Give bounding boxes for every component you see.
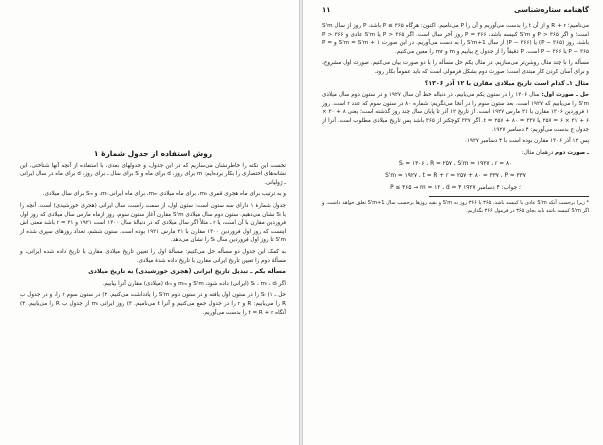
top-paragraph: می‌نامیم؛ R + r و از آن t را بدست می‌آوریم و آن را P می‌نامیم. اکنون: هرگاه P ≤ ۳۶۵ باشد، P روز از سال S'm است؛ و اگر P > ۳۶۵ و S'm کبیسه باشد، P = ۳۶۶ روز آخر سال است. اگر P > ۳۶۵ یا S'm عادی و P > ۳۶۶ باشد، روز (P − ۳۶۵) یا (P − ۳۶۶) از سال S'm+1 را به دست می‌آوریم. در این صورت S'm = S'm + ۱ و P = P − ۳۶۵ یا P − ۳۶۶ است. P دقیقاً را از جدول ج بیابیم و m و mr را معین می‌کنیم.	[322, 23, 590, 55]
solution-text: حل ـ ۱) Sᵢ را در ستون اول یافته و در ستون دوم S'm را یادداشت می‌کنیم. ۲) در ستون سوم r را، و در جدول ب R را می‌یابیم: R و r را در جدول جمع می‌کنیم و آنرا t می‌نامیم. ۳) روز ایرانی mᵢ از جدول ب R را می‌یابیم. ۴) آنگاه t = R + r را بدست می‌آوریم.	[20, 292, 286, 316]
usage-paragraph: به کمک این جدول دو مسأله حل می‌کنیم: مسألهٔ اول را تعیین تاریخ میلادی مقارن با تاریخ داده شده ایرانی، و مسألهٔ دوم را تعیین تاریخ ایرانی مقارن با تاریخ داده شدهٔ میلادی.	[20, 248, 286, 264]
problem-title: مسأله یکم ـ تبدیل تاریخ ایرانی (هجری خورشیدی) به تاریخ میلادی	[88, 268, 286, 276]
section-heading: روش استفاده از جدول شمارهٔ ۱	[93, 149, 213, 158]
left-page-body	[20, 150, 286, 320]
intro-paragraph: مسأله را با چند مثال روشن‌تر می‌سازیم. در مثال یکم حل مسأله را با دو صورت بیان می‌کنیم. صورت اول مشروح، و برای آسان کردن کار مبتدی است؛ صورت دوم بشکل فرمولی است که باید عموماً بکار رود.	[322, 60, 589, 75]
solution-2-text: درهمان مثال:	[521, 149, 554, 156]
right-page-header	[322, 6, 589, 18]
formula-line: P ≤ ۳۶۵ → m = ۱۲ ، d = ۴ ؛ جواب: ۴ دسامبر ۱۹۲۷	[390, 184, 521, 191]
formula-line: S'm = ۱۹۲۷ ، t = R + r = ۲۵۷ + ۸۰ = ۳۳۷ ، P = ۳۳۷	[385, 172, 526, 179]
table-description: جدول شمارهٔ ۱ دارای سه ستون است: ستون اول، از سمت راست، سال ایرانی (هجری خورشیدی) است. آنچه را با Sᵢ نشان می‌دهیم. ستون دوم سال میلادی S'm مقارن آغاز ستون سوم، روز ازماه مارس سال میلادی که روز اول فروردین مقارن با آن است، یا r ـ مثلاً اگر سال میلادی که در دنبالهٔ سال ۱۳۰۰ است ۱۹۲۱ و r = ۲۱ باشد معنی اش اینست که روز اول فروردین ۱۳۰۰ مقارن با ۲۱ مارس ۱۹۲۱ بوده است. ستون ششم، تعداد روزهای سپری شده از S'm تا روز اول فروردین سال Sᵢ را نشان می‌دهد.	[20, 202, 286, 244]
formula-line: Sᵢ = ۱۳۰۶ ، R = ۲۵۷ ، S'm = ۱۹۲۷ ، r = ۸۰	[398, 161, 513, 168]
intro-paragraph: و به ترتیب برای ماه هجری قمری mₕ، برای ماه میلادی mₘ، برای ماه ایرانی mᵢ، و Sₘ برای سال میلادی.	[42, 191, 286, 198]
example-title: مثال ۱ـ کدام است تاریخ میلادی مقارن با ۱۲ آذر ۱۳۰۶؟	[424, 79, 589, 87]
solution-2-title: ـ صورت دوم	[554, 149, 589, 156]
right-page	[302, 0, 603, 445]
left-page	[0, 0, 300, 445]
running-title: گاهنامه ستاره‌شناسی	[514, 6, 589, 14]
solution-1-text: سال ۱۳۰۶ را در ستون یکم می‌یابیم، در دنباله خط آن سال ۱۹۲۷ و در ستون دوم سال میلادی S'm را می‌یابیم که ۱۹۲۷ است. بعد ستون سوم را در آنجا می‌نگریم: شماره ۸۰ در ستون سوم که عدد r است. روز ۱ فروردین ۱۳۰۶ مقارن با ۲۱ مارس ۱۹۲۷ است. از تاریخ ۱۲ آذر تا پایان سال چند روز گذشته است؛ یعنی ۸ + ۳۰ × ۶ + ۳۱ × ۶ = ۲۵۷ یا t = ۲۵۷ + ۸۰ = ۳۳۷. اگر ۳۳۷ کوچکتر از ۳۶۵ باشد پس تاریخ میلادی مطلوب است. آنرا از جدول ج بدست می‌آوریم: ۴ دسامبر ۱۹۲۷.	[322, 92, 590, 133]
answer-line: پس ۱۲ آذر ۱۳۰۶ مقارن بوده است با ۴ دسامبر ۱۹۲۷.	[465, 138, 589, 145]
intro-paragraph: نخست این نکته را خاطرنشان می‌سازیم که در این جدول، و جدولهای بعدی، با استفاده از آنچه آنها شناختی، این نشانه‌های اختصاری را بکار برده‌ایم: m برای روز، d برای ماه و S برای سال ـ برای روز، d برای ماه در سال ایرانی ـ ژولیانی.	[20, 162, 286, 186]
page-number: ۱۱	[322, 6, 331, 14]
footnote-rule	[429, 196, 589, 197]
solution-1-title: حل ـ صورت اول:	[541, 92, 590, 99]
footnote: * زیرا برحسب آنکه S'm عادی یا کبیسه باشد، ۳۶۵ یا ۳۶۶ روز به S'm و بقیه روزها برحسب سال S'm+1 تعلق خواهد داشت، و اگر S'm کبیسه باشد باید بجای ۳۶۵ در فرمول ۳۶۶ بگذاریم.	[322, 200, 589, 214]
problem-statement: اگر Sᵢ ، mᵢ ، dᵢ (ایرانی) داده شود، S'm و mₘ و dₘ (میلادی) مقارن آنرا بیابیم.	[102, 280, 286, 287]
right-page-body	[322, 22, 589, 218]
